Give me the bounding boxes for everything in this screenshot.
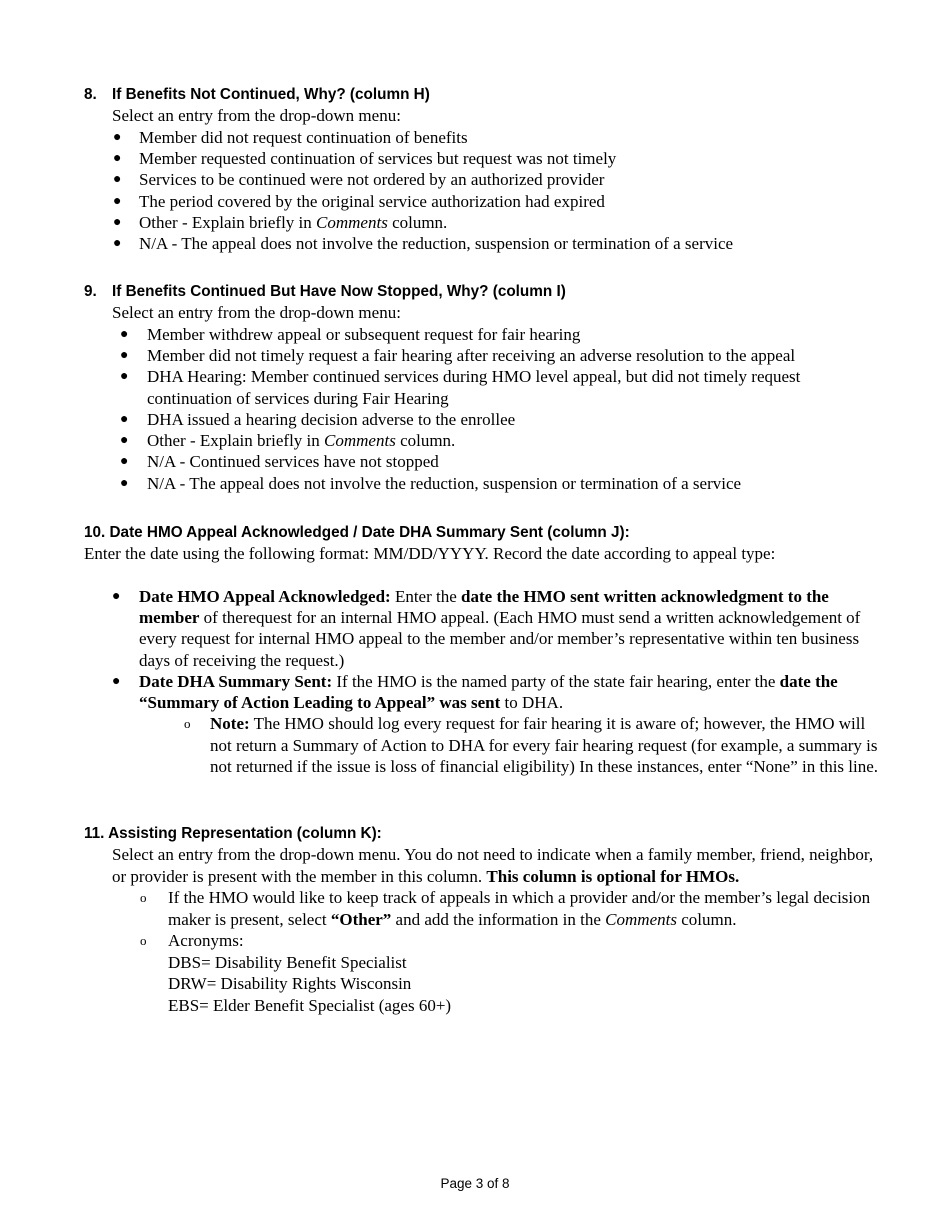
- list-item: ● N/A - The appeal does not involve the reduction, suspension or termination of a service: [120, 473, 742, 493]
- acronym-dbs: DBS= Disability Benefit Specialist: [168, 952, 407, 972]
- list-item: ● Member did not timely request a fair hearing after receiving an adverse resolution to the appeal: [120, 346, 796, 365]
- list-item: ● DHA Hearing: Member continued services during HMO level appeal, but did not timely request continuation of services during Fair Hearing: [120, 367, 801, 408]
- section-9-list: [84, 324, 884, 494]
- list-item: ● Member did not request continuation of benefits: [113, 127, 468, 147]
- list-item: ● Member requested continuation of services but request was not timely: [113, 149, 617, 168]
- section-9: [84, 281, 884, 494]
- section-11: [84, 823, 884, 1016]
- acronym-ebs: EBS= Elder Benefit Specialist (ages 60+): [168, 995, 452, 1015]
- list-item: ● Member withdrew appeal or subsequent request for fair hearing: [120, 324, 581, 344]
- list-item: ● N/A - Continued services have not stopped: [120, 452, 439, 472]
- list-item: ● The period covered by the original service authorization had expired: [113, 191, 605, 211]
- list-item: ● Other - Explain briefly in Comments column.: [113, 212, 448, 232]
- list-item: ● Date HMO Appeal Acknowledged: Enter the date the HMO sent written acknowledgment to the member of therequest for an internal HMO appeal. (Each HMO must send a written acknowledgement of every request for internal HMO appeal to the member and/or member’s representative within ten business days of receiving the request.): [112, 586, 861, 670]
- list-item: o If the HMO would like to keep track of appeals in which a provider and/or the member’s legal decision maker is present, select “Other” and add the information in the Comments column.: [140, 888, 871, 929]
- section-8-intro: Select an entry from the drop-down menu:: [112, 106, 401, 125]
- section-9-heading: 9. If Benefits Continued But Have Now Stopped, Why? (column I): [84, 283, 566, 300]
- section-8: [84, 84, 884, 254]
- section-11-heading: 11. Assisting Representation (column K):: [84, 825, 382, 842]
- list-item: ● Other - Explain briefly in Comments column.: [120, 431, 456, 451]
- section-11-intro: Select an entry from the drop-down menu. You do not need to indicate when a family member, friend, neighbor, or provider is present with the member in this column. This column is optional for HMOs.: [112, 845, 874, 886]
- list-item: ● DHA issued a hearing decision adverse to the enrollee: [120, 409, 516, 429]
- section-10-list: [84, 586, 884, 714]
- section-8-list: [84, 127, 884, 255]
- section-10-intro: Enter the date using the following format: MM/DD/YYYY. Record the date according to appeal type:: [84, 544, 776, 563]
- acronym-drw: DRW= Disability Rights Wisconsin: [168, 974, 412, 993]
- list-item: ● Date DHA Summary Sent: If the HMO is the named party of the state fair hearing, enter the date the “Summary of Action Leading to Appeal” was sent to DHA.: [112, 671, 838, 713]
- list-item: o Acronyms: DBS= Disability Benefit Specialist DRW= Disability Rights Wisconsin EBS= Elder Benefit Specialist (ages 60+): [140, 931, 452, 1015]
- section-10: [84, 522, 884, 778]
- note-item: o Note: The HMO should log every request for fair hearing it is aware of; however, the HMO will not return a Summary of Action to DHA for every fair hearing request (for example, a summary is not returned if the issue is loss of financial eligibility) In these instances, enter “None” in this line.: [184, 714, 879, 777]
- section-8-heading: 8. If Benefits Not Continued, Why? (column H): [84, 86, 430, 103]
- list-item: ● Services to be continued were not ordered by an authorized provider: [113, 170, 605, 190]
- section-9-intro: Select an entry from the drop-down menu:: [112, 303, 401, 322]
- list-item: ● N/A - The appeal does not involve the reduction, suspension or termination of a service: [113, 234, 734, 254]
- section-10-heading: 10. Date HMO Appeal Acknowledged / Date DHA Summary Sent (column J):: [84, 524, 630, 541]
- section-11-list: [84, 887, 884, 1016]
- page-number: Page 3 of 8: [440, 1176, 510, 1191]
- section-10-note: [84, 713, 884, 778]
